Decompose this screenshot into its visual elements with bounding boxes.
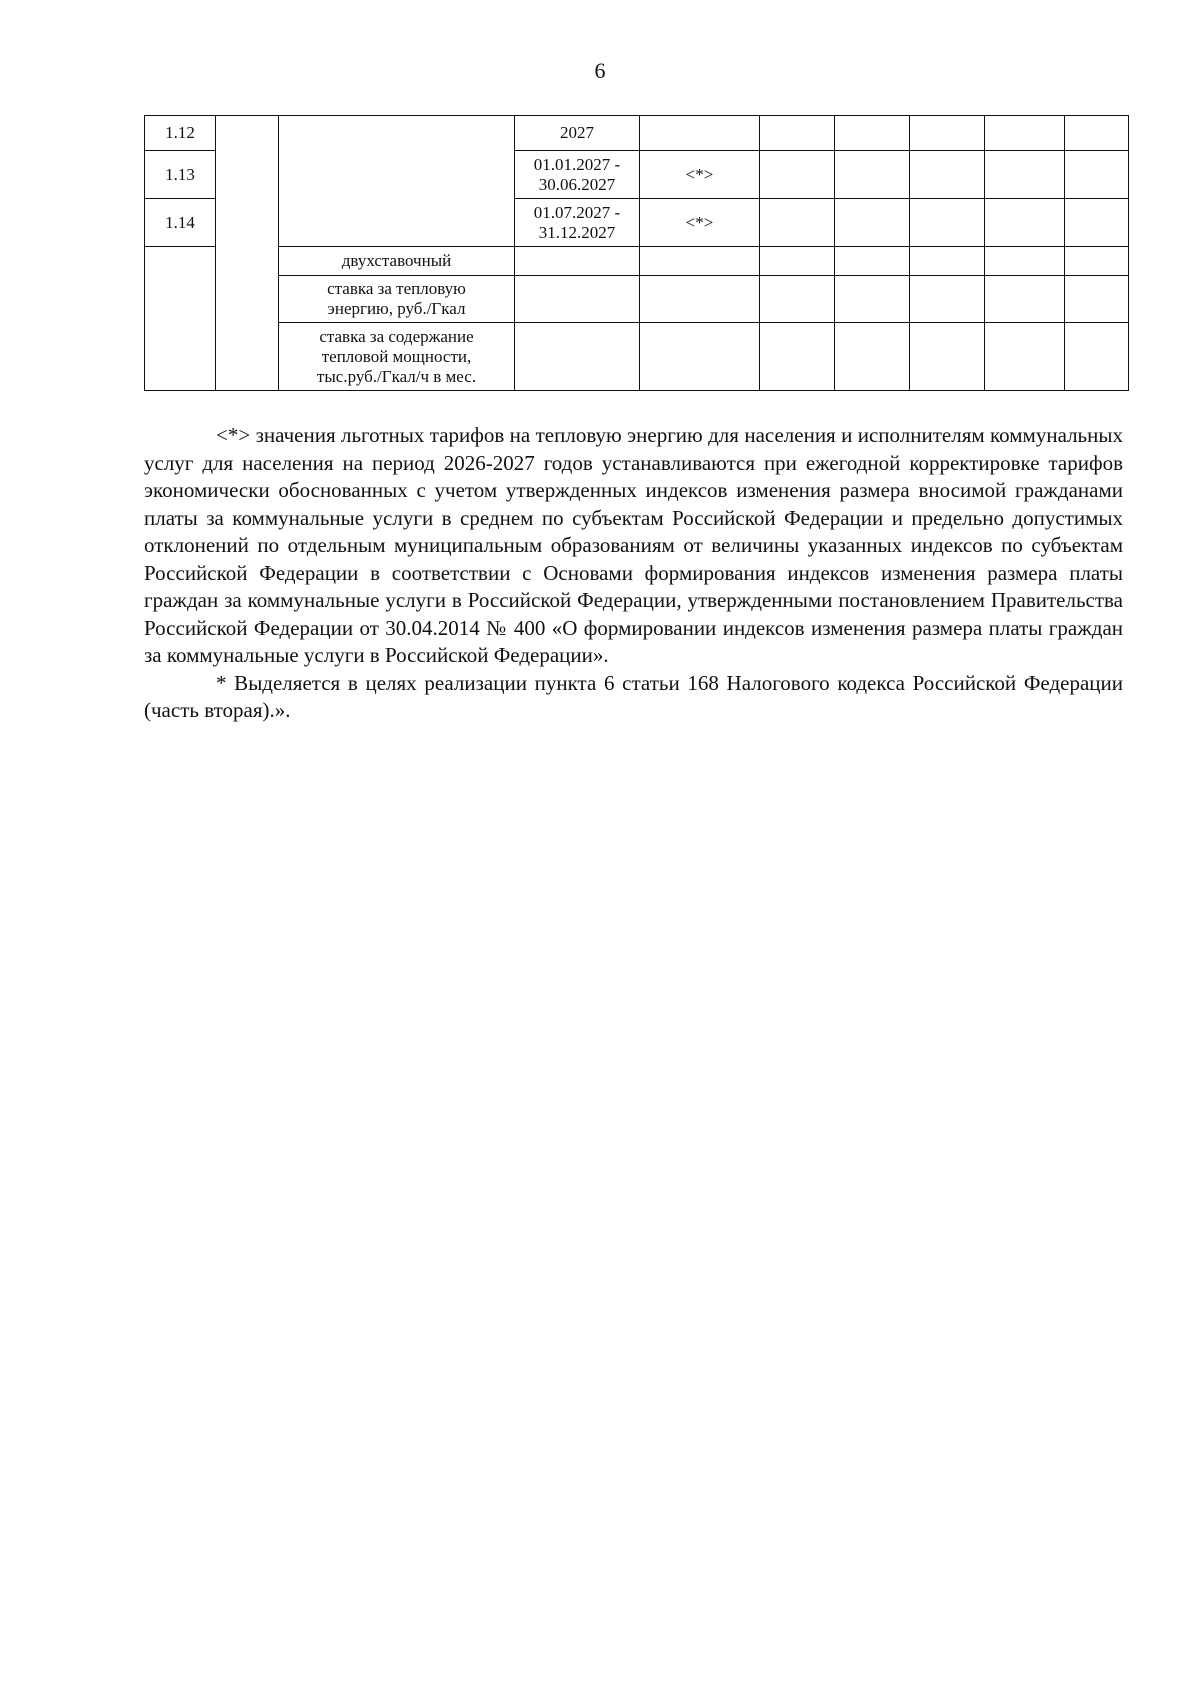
empty-cell: [985, 199, 1065, 247]
table-row: [145, 247, 1129, 276]
capacity-rate-line: ставка за содержание: [319, 326, 474, 346]
empty-cell: [760, 151, 835, 199]
empty-cell: [1065, 323, 1129, 391]
empty-cell: [145, 247, 216, 391]
capacity-rate-line: тепловой мощности,: [321, 346, 472, 366]
empty-cell: [515, 247, 640, 276]
tariff-cell: <*>: [640, 151, 760, 199]
empty-cell: [1065, 116, 1129, 151]
empty-cell: [1065, 276, 1129, 323]
tariff-cell: [640, 116, 760, 151]
page-number: 6: [594, 58, 606, 83]
empty-cell: [910, 323, 985, 391]
vat-note-paragraph: * Выделяется в целях реализации пункта 6 статьи 168 Налогового кодекса Российской Федерации (часть вторая).».: [144, 670, 1123, 722]
energy-rate-label: [279, 276, 515, 323]
empty-cell: [985, 116, 1065, 151]
empty-cell: [835, 276, 910, 323]
empty-cell: [1065, 151, 1129, 199]
empty-cell: [760, 323, 835, 391]
table-row: [145, 276, 1129, 323]
empty-cell: [910, 247, 985, 276]
capacity-rate-line: тыс.руб./Гкал/ч в мес.: [316, 366, 477, 386]
table-row: [145, 323, 1129, 391]
period-end: 30.06.2027: [538, 174, 616, 194]
empty-cell: [640, 276, 760, 323]
empty-cell: [910, 199, 985, 247]
row-number: 1.12: [145, 116, 216, 151]
empty-cell: [835, 151, 910, 199]
empty-cell: [760, 247, 835, 276]
two-part-label: двухставочный: [279, 247, 515, 276]
period-cell: 2027: [515, 116, 640, 151]
empty-cell: [1065, 247, 1129, 276]
capacity-rate-label: [279, 323, 515, 391]
empty-cell: [835, 323, 910, 391]
row-number: 1.14: [145, 199, 216, 247]
empty-cell: [760, 199, 835, 247]
empty-cell: [910, 116, 985, 151]
empty-cell: [515, 323, 640, 391]
tariff-cell: <*>: [640, 199, 760, 247]
empty-cell: [985, 276, 1065, 323]
empty-cell: [985, 151, 1065, 199]
empty-cell: [835, 199, 910, 247]
empty-cell: [760, 276, 835, 323]
empty-cell: [216, 116, 279, 391]
notes-section: [144, 422, 1123, 725]
period-cell: [515, 199, 640, 247]
empty-cell: [985, 323, 1065, 391]
empty-cell: [910, 151, 985, 199]
period-cell: [515, 151, 640, 199]
empty-cell: [835, 247, 910, 276]
period-end: 31.12.2027: [538, 222, 616, 242]
row-number: 1.13: [145, 151, 216, 199]
empty-cell: [985, 247, 1065, 276]
empty-cell: [640, 323, 760, 391]
energy-rate-line: энергию, руб./Гкал: [327, 299, 466, 318]
tariff-table: [144, 115, 1129, 391]
empty-cell: [279, 116, 515, 247]
table-row: [145, 116, 1129, 151]
period-start: 01.07.2027 -: [533, 202, 621, 222]
empty-cell: [760, 116, 835, 151]
footnote-paragraph: <*> значения льготных тарифов на тепловую энергию для населения и исполнителям коммунальных услуг для населения на период 2026-2027 годов устанавливаются при ежегодной корректировке тарифов экономически обоснованных с учетом утвержденных индексов изменения размера вносимой гражданами платы за коммунальные услуги в среднем по субъектам Российской Федерации и предельно допустимых отклонений по отдельным муниципальным образованиям от величины указанных индексов по субъектам Российской Федерации в соответствии с Основами формирования индексов изменения размера платы граждан за коммунальные услуги в Российской Федерации, утвержденными постановлением Правительства Российской Федерации от 30.04.2014 № 400 «О формировании индексов изменения размера платы граждан за коммунальные услуги в Российской Федерации».: [144, 423, 1123, 667]
empty-cell: [1065, 199, 1129, 247]
empty-cell: [910, 276, 985, 323]
empty-cell: [515, 276, 640, 323]
empty-cell: [835, 116, 910, 151]
period-start: 01.01.2027 -: [533, 154, 621, 174]
empty-cell: [640, 247, 760, 276]
energy-rate-line: ставка за тепловую: [327, 279, 466, 298]
